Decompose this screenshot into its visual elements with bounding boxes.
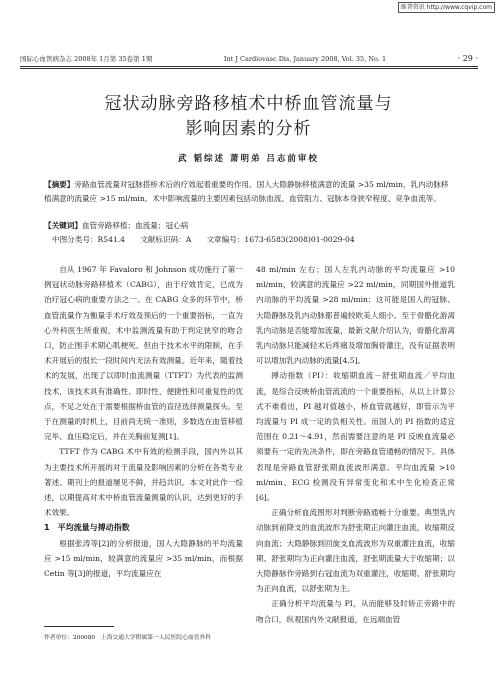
- footnote-rule: [44, 626, 114, 627]
- journal-header: [20, 54, 478, 63]
- journal-header-left: 国际心血管病杂志 2008年 1月第 35卷第 1期: [20, 55, 153, 63]
- article-title-line-2: 影响因素的分析: [185, 119, 312, 139]
- abstract-text: 旁路血管流量对冠脉搭桥术后的疗效起着重要的作用。国人大隐静脉移植满意的流量 >35 ml/min，乳内动脉移植满意的流量应 >15 ml/min。术中影响流量的主要因素包括动脉血流、血管阻力、冠脉本身狭窄程度、竞争血流等。: [44, 180, 449, 203]
- keywords-text: 血管旁路移植；血流量；冠心病: [81, 221, 189, 230]
- abstract-label: 【摘要】: [44, 180, 75, 189]
- left-paragraph-2: TTFT 作为 CABG 术中有效的检测手段，国内外以其为主要技术所开展的对于流量及影响因素的分析在各类专业著述、期刊上的报道屡见不鲜，并趋共识。本文对此作一综述，以期提高对术中桥血管流量测量的认识，达到更好的手术效果。: [44, 447, 243, 518]
- right-paragraph-4: 正确分析平均流量与 PI，从而能够及时矫正旁路中的吻合口，纵观国内外文献报道，在远端血管: [256, 599, 455, 624]
- article-title-line-1: 冠状动脉旁路移植术中桥血管流量与: [104, 94, 393, 114]
- author-affiliation-footnote: 作者单位：200080 上海交通大学附属第一人民医院心血管外科: [44, 635, 212, 641]
- watermark-stamp: 维普资讯 http://www.cqvip.com: [398, 2, 495, 13]
- section-heading-1: 1 平均流量与搏动指数: [44, 523, 130, 533]
- left-column: [44, 262, 243, 581]
- header-divider-top: [20, 66, 478, 67]
- right-paragraph-3: 正确分析血流图形对判断旁路通畅十分重要。典型乳内动脉到前降支的血流波形为舒张期正向灌注血流，收缩期反向血流；大隐静脉到回旋支血流波形为双重灌注血流，收缩期、舒张期均为正向灌注血流，舒张期流量大于收缩期；以大隐静脉作旁路到右冠血流为双重灌注，收缩期、舒张期均为正向血流，以舒张期为主。: [256, 508, 455, 594]
- page-number: · 29 ·: [457, 54, 478, 63]
- journal-header-middle: Int J Cardiovasc Dis, January 2008, Vol. 35, No. 1: [223, 54, 387, 63]
- left-paragraph-1: 自从 1967 年 Favaloro 和 Johnson 成功施行了第一例冠状动脉旁路移植术（CABG），由于疗效肯定，已成为治疗冠心病的重要方法之一。在 CABG 众多的环节中，桥血管流量作为衡量手术疗效及预后的一个重要指标，一直为心外科医生所重视，术中监测流量有助于判定狭窄的吻合口，防止围手术期心肌梗死。但由于技术水平的限制，在手术开展后的很长一段时间内无法有效测量。近年来，随着技术的发展，出现了以即时血流测量（TTFT）为代表的监测技术，该技术具有准确性、即时性、便捷性和可重复性的优点，不足之处在于需要根据桥血管的直径选择测量探头。至于在测量的时机上，目前尚无统一准则，多数选在血管移植完毕、血压稳定后，并在关胸前复测[1]。: [44, 265, 243, 442]
- header-divider-bottom: [20, 68, 478, 69]
- classification-meta: 中图分类号：R541.4 文献标识码：A 文章编号：1673-6583(2008)01-0029-04: [52, 235, 355, 244]
- right-paragraph-2: 搏动指数（PI）：收缩期血流－舒张期血流／平均血流，是综合反映桥血管流流的一个重要指标，从以上计算公式不难看出，PI 越对值越小，桥血管就越好，即管示为平均流量与 PI 成一定的负相关性。而国人的 PI 指数的适宜范围在 0.21～4.91，然而需要注意的是 PI 反映血流量必须要有一定的先决条件，即在旁路血管通畅的情况下。具体表现是旁路血管舒张期血流波形满意、平均血流量 >10 ml/min、ECG 检测没有异常变化和术中生化检查正常[6]。: [256, 371, 455, 503]
- article-authors: 武 韬综述 萧明弟 吕志前审校: [178, 154, 319, 164]
- abstract: [44, 178, 454, 205]
- keywords: [44, 219, 454, 233]
- right-column: [256, 262, 455, 627]
- left-paragraph-3: 根据张涛等[2]的分析报道，国人大隐静脉的平均流量应 >15 ml/min，较满意的流量应 >35 ml/min，而根据 Cetin 等[3]的报道，平均流量应在: [44, 538, 243, 579]
- right-paragraph-1: 48 ml/min 左右；国人左乳内动脉的平均流量应 >10 ml/min，较满意的流量应 >22 ml/min，同期国外报道乳内动脉的平均流量 >28 ml/min；这可能是国人的冠脉、大隐静脉及乳内动脉都普遍较欧美人细小。至于骨骼化游离乳内动脉是否能增加流量，最新文献介绍认为，骨骼化游离乳内动脉只能减轻术后疼痛及增加胸骨灌注，没有证据表明可以增加乳内动脉的流量[4,5]。: [256, 265, 455, 366]
- keywords-label: 【关键词】: [44, 221, 82, 230]
